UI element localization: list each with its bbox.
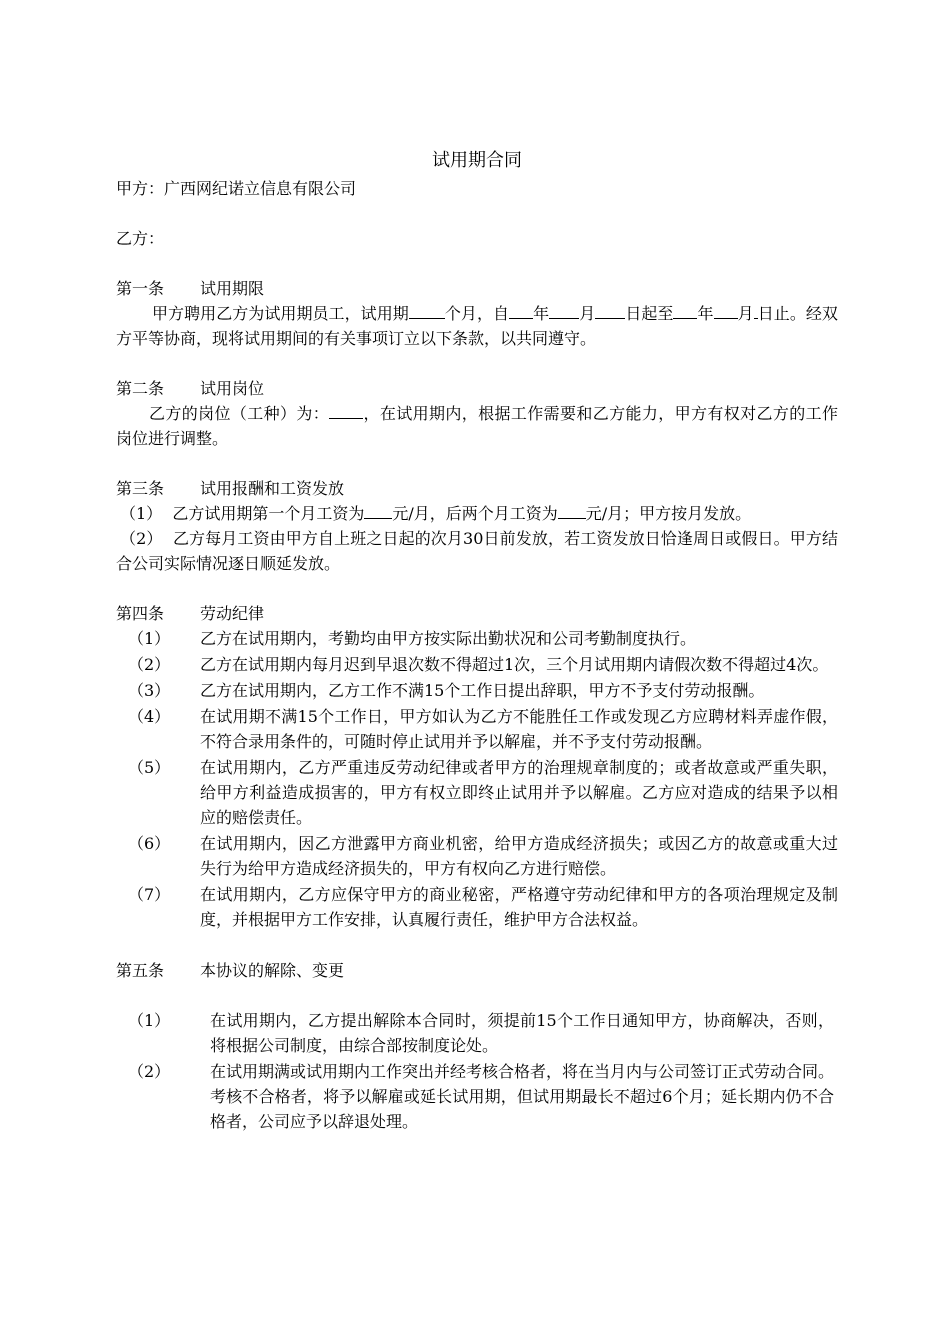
article-4-title: 劳动纪律	[200, 604, 265, 623]
article-4-item-7: （7） 在试用期内，乙方应保守甲方的商业秘密，严格遵守劳动纪律和甲方的各项治理规定及制度，并根据甲方工作安排，认真履行责任，维护甲方合法权益。	[128, 885, 838, 929]
article-1-heading	[116, 276, 838, 301]
article-4-item-2: （2） 乙方在试用期内每月迟到早退次数不得超过1次，三个月试用期内请假次数不得超过4次。	[128, 655, 829, 674]
contract-document	[116, 146, 838, 1135]
article-2-title: 试用岗位	[200, 379, 265, 398]
article-3-item-2: （2） 乙方每月工资由甲方自上班之日起的次月30日前发放，若工资发放日恰逢周日或假日。甲方结合公司实际情况逐日顺延发放。	[116, 529, 838, 573]
article-3-heading	[116, 476, 838, 501]
article-4-item-4: （4） 在试用期不满15个工作日，甲方如认为乙方不能胜任工作或发现乙方应聘材料弄虚作假，不符合录用条件的，可随时停止试用并予以解雇，并不予支付劳动报酬。	[128, 707, 838, 751]
article-5-title: 本协议的解除、变更	[200, 961, 345, 980]
article-4-item-1: （1） 乙方在试用期内，考勤均由甲方按实际出勤状况和公司考勤制度执行。	[128, 629, 697, 648]
article-4-item-5: （5） 在试用期内，乙方严重违反劳动纪律或者甲方的治理规章制度的；或者故意或严重失职，给甲方利益造成损害的，甲方有权立即终止试用并予以解雇。乙方应对造成的结果予以相应的赔偿责任。	[128, 758, 838, 827]
article-3-title: 试用报酬和工资发放	[200, 479, 345, 498]
article-3-item-1: （1） 乙方试用期第一个月工资为 元/月，后两个月工资为 元/月；甲方按月发放。	[120, 504, 752, 523]
article-1-title: 试用期限	[200, 279, 265, 298]
party-b: 乙方：	[116, 229, 165, 248]
party-a: 甲方：广西网纪诺立信息有限公司	[116, 179, 357, 198]
article-2-heading	[116, 376, 838, 401]
article-1-number: 第一条	[116, 279, 165, 298]
article-4-number: 第四条	[116, 604, 165, 623]
article-2-paragraph: 乙方的岗位（工种）为： ，在试用期内，根据工作需要和乙方能力，甲方有权对乙方的工作岗位进行调整。	[116, 404, 838, 448]
article-4-item-6: （6） 在试用期内，因乙方泄露甲方商业机密，给甲方造成经济损失；或因乙方的故意或重大过失行为给甲方造成经济损失的，甲方有权向乙方进行赔偿。	[128, 834, 838, 878]
article-4-heading	[116, 601, 838, 626]
article-5-number: 第五条	[116, 961, 165, 980]
article-5-item-1: （1） 在试用期内，乙方提出解除本合同时，须提前15个工作日通知甲方，协商解决，否则，将根据公司制度，由综合部按制度论处。	[128, 1011, 834, 1055]
document-title: 试用期合同	[432, 150, 522, 171]
article-2-number: 第二条	[116, 379, 165, 398]
article-3-number: 第三条	[116, 479, 165, 498]
article-5-item-2: （2） 在试用期满或试用期内工作突出并经考核合格者，将在当月内与公司签订正式劳动合同。考核不合格者，将予以解雇或延长试用期，但试用期最长不超过6个月；延长期内仍不合格者，公司应予以辞退处理。	[128, 1062, 835, 1131]
article-4-item-3: （3） 乙方在试用期内，乙方工作不满15个工作日提出辞职，甲方不予支付劳动报酬。	[128, 681, 765, 700]
article-5-heading	[116, 958, 838, 983]
article-1-paragraph: 甲方聘用乙方为试用期员工，试用期 个月，自 年 月 日起至 年 月 日止。经双方平等协商，现将试用期间的有关事项订立以下条款，以共同遵守。	[116, 304, 838, 348]
